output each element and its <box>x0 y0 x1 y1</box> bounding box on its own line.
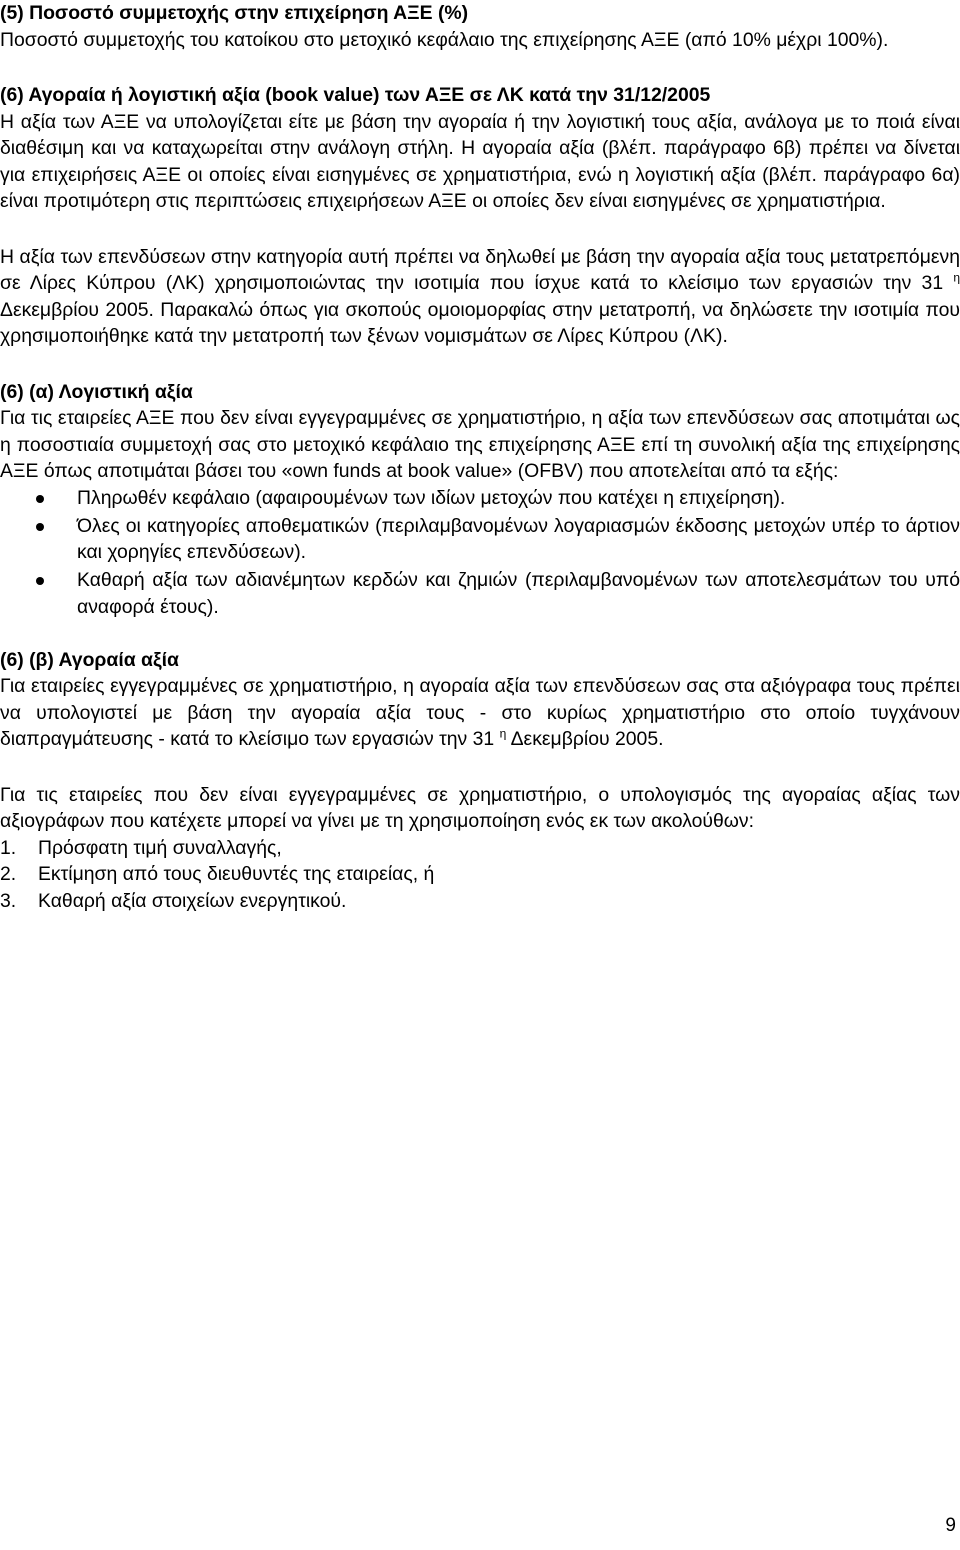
market-value-superscript: η <box>499 726 507 741</box>
list-item-text: Πληρωθέν κεφάλαιο (αφαιρουμένων των ιδίων μετοχών που κατέχει η επιχείρηση). <box>77 486 786 509</box>
section-6b-heading: (6) (β) Αγοραία αξία <box>0 648 179 671</box>
spacer <box>0 53 960 82</box>
spacer <box>0 753 960 782</box>
valuation-text-before: Η αξία των επενδύσεων στην κατηγορία αυτή πρέπει να δηλωθεί με βάση την αγοραία αξία τους μετατρεπόμενη σε Λίρες Κύπρου (ΛΚ) χρησιμοποιώντας την ισοτιμία που ίσχυε κατά το κλείσιμο των εργασιών την 31 <box>0 245 960 294</box>
list-item <box>0 888 960 915</box>
section-6b-numbered-list <box>0 835 960 915</box>
valuation-text-after: Δεκεμβρίου 2005. Παρακαλώ όπως για σκοπούς ομοιομορφίας στην μετατροπή, να δηλώσετε την ισοτιμία που χρησιμοποιήθηκε κατά την μετατροπή των ξένων νομισμάτων σε Λίρες Κύπρου (ΛΚ). <box>0 298 960 347</box>
market-value-text-before: Για εταιρείες εγγεγραμμένες σε χρηματιστήριο, η αγοραία αξία των επενδύσεων σας στα αξιόγραφα τους πρέπει να υπολογιστεί με βάση την αγοραία αξία τους - στο κυρίως χρηματιστήριο στο οποίο τυγχάνουν διαπραγμάτευσης - κατά το κλείσιμο των εργασιών την 31 <box>0 675 960 750</box>
section-6a-bullet-list <box>0 485 960 621</box>
bullet-icon <box>36 495 44 503</box>
list-item-number: 2. <box>0 863 17 885</box>
section-6a-heading: (6) (α) Λογιστική αξία <box>0 380 193 403</box>
list-item <box>0 513 960 566</box>
list-item-text: Καθαρή αξία στοιχείων ενεργητικού. <box>38 889 347 912</box>
section-5-text: Ποσοστό συμμετοχής του κατοίκου στο μετοχικό κεφάλαιο της επιχείρησης ΑΞΕ (από 10% μέχρι 100%). <box>0 28 889 51</box>
bullet-icon <box>36 577 44 585</box>
section-6-heading: (6) Αγοραία ή λογιστική αξία (book value) των ΑΞΕ σε ΛΚ κατά την 31/12/2005 <box>0 84 711 106</box>
section-5-heading: (5) Ποσοστό συμμετοχής στην επιχείρηση ΑΞΕ (%) <box>0 2 469 24</box>
valuation-superscript: η <box>953 270 960 285</box>
list-item <box>0 485 960 512</box>
spacer <box>0 622 960 647</box>
section-6a-text: Για τις εταιρείες ΑΞΕ που δεν είναι εγγεγραμμένες σε χρηματιστήριο, η αξία των επενδύσεων σας αποτιμάται ως η ποσοστιαία συμμετοχή σας στο μετοχικό κεφάλαιο της επιχείρησης ΑΞΕ επί τη συνολική αξία της επιχείρησης ΑΞΕ όπως αποτιμάται βάσει του «own funds at book value» (OFBV) που αποτελείται από τα εξής: <box>0 407 960 482</box>
section-6b-text <box>0 673 960 753</box>
list-item-number: 1. <box>0 836 17 859</box>
list-item-number: 3. <box>0 889 17 912</box>
section-6b-unlisted-text: Για τις εταιρείες που δεν είναι εγγεγραμμένες σε χρηματιστήριο, ο υπολογισμός της αγοραίας αξίας των αξιογράφων που κατέχετε μπορεί να γίνει με τη χρησιμοποίηση ενός εκ των ακολούθων: <box>0 783 960 832</box>
bullet-icon <box>36 523 44 531</box>
list-item-text: Εκτίμηση από τους διευθυντές της εταιρείας, ή <box>38 863 435 885</box>
spacer <box>0 350 960 379</box>
spacer <box>0 215 960 244</box>
market-value-text-after: Δεκεμβρίου 2005. <box>510 728 664 750</box>
list-item <box>0 861 960 888</box>
list-item <box>0 567 960 620</box>
section-6-valuation-paragraph <box>0 244 960 350</box>
section-6-text: Η αξία των ΑΞΕ να υπολογίζεται είτε με βάση την αγοραία ή την λογιστική τους αξία, ανάλογα με το ποιά είναι διαθέσιμη και να καταχωρείται στην ανάλογη στήλη. Η αγοραία αξία (βλέπ. παράγραφο 6β) πρέπει να δίνεται για επιχειρήσεις ΑΞΕ οι οποίες είναι εισηγμένες σε χρηματιστήρια, ενώ η λογιστική αξία (βλέπ. παράγραφο 6α) είναι προτιμότερη στις περιπτώσεις επιχειρήσεων ΑΞΕ οι οποίες δεν είναι εισηγμένες σε χρηματιστήρια. <box>0 110 960 212</box>
page-number: 9 <box>945 1515 956 1536</box>
list-item-text: Πρόσφατη τιμή συναλλαγής, <box>38 836 282 859</box>
list-item <box>0 835 960 862</box>
list-item-text: Όλες οι κατηγορίες αποθεματικών (περιλαμβανομένων λογαριασμών έκδοσης μετοχών υπέρ το άρτιον και χορηγίες επενδύσεων). <box>77 514 960 563</box>
list-item-text: Καθαρή αξία των αδιανέμητων κερδών και ζημιών (περιλαμβανομένων των αποτελεσμάτων του υπό αναφορά έτους). <box>77 569 960 618</box>
